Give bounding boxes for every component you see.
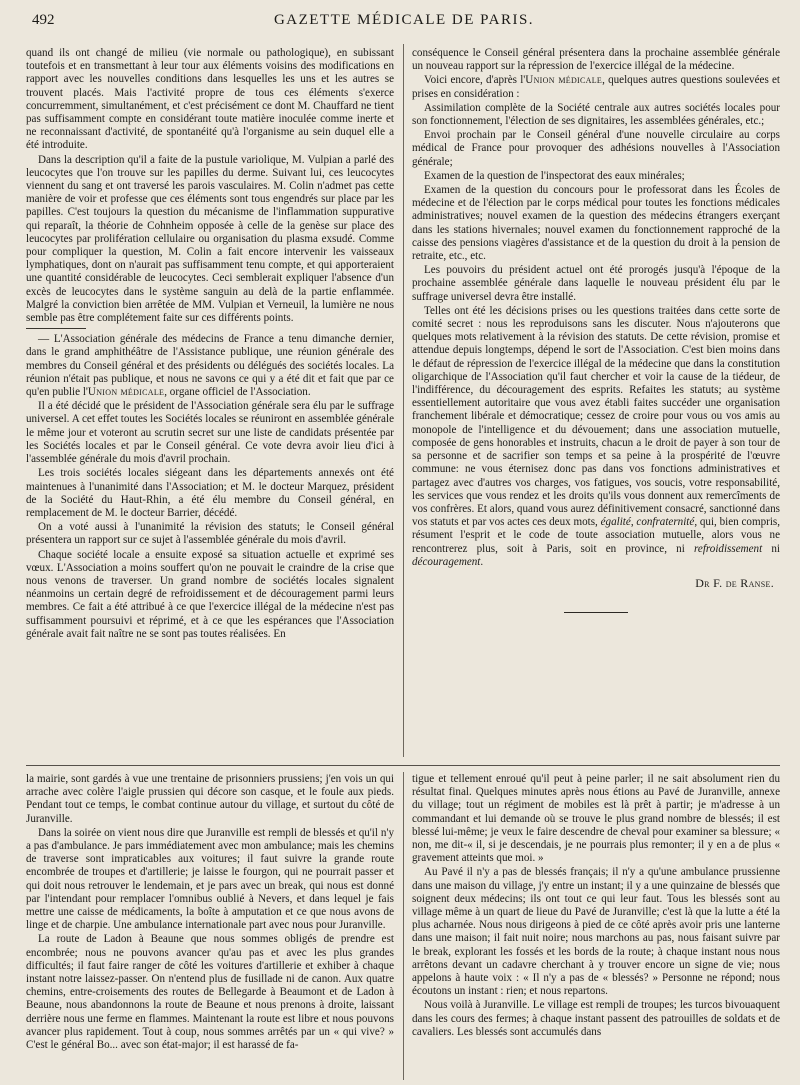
running-title: GAZETTE MÉDICALE DE PARIS.: [273, 12, 535, 28]
paragraph: Au Pavé il n'y a pas de blessés français; il n'y a qu'une ambulance prussienne dans une maison du village, j'y entre un instant; il y a une quinzaine de blessés que soignent deux médecins; ils ont tout ce qui leur faut. Tous les blessés sont au village même à un quart de lieue du Pavé de Juranville; c'est là que la lutte a été la plus acharnée. Nous nous dirigeons à pied de ce côté après avoir pris une lanterne dans une maison; il fait nuit noire; nous marchons au pas, nous faisant suivre par le break, explorant les fossés et les bords de la route; à chaque instant nous nous arrêtons devant un cadavre cherchant à y trouver encore un signe de vie; nous appelons à haute voix : « Il n'y a pas de « blessés? » Personne ne répond; nous écoutons un instant : rien; et nous repartons.: [412, 866, 780, 998]
text-run: Telles ont été les décisions prises ou les questions traitées dans cette sorte de comité secret : nous les reproduisons sans les discuter. Nous n'ajouterons que quelques mots relativement à la révision des statuts. De cette révision, promise et attendue depuis longtemps, dépend le sort de l'Association. C'est bien moins dans le défaut de répression de l'exercice illégal de la médecine que dans la constitution oligarchique de l'Association qu'il faut chercher et voir la cause de la tiédeur, de l'indifférence, du découragement des esprits. Refaites les statuts; au système essentiellement autoritaire que vous avez établi faites succéder une organisation franchement libérale et démocratique; cessez de croire pour vous ou vos amis au monopole de l'intelligence et du dévouement; dans une association mutuelle, composée de gens honorables et instruits, chacun a le droit de payer à son tour de sa personne et de sacrifier son temps et sa peine à la prospérité de l'œuvre commune: ne vous éternisez donc pas dans vos fonctions administratives et partagez avec d'autres vos charges, vos fatigues, vos soucis, votre responsabilité, les services que vous rendez et les droits qu'ils vous donnent aux remercîments de vos confrères. Et alors, quand vous aurez définitivement consacré, sanctionné dans vos statuts et par vos actes ces deux mots,: [412, 304, 780, 529]
paragraph: Les trois sociétés locales siégeant dans les départements annexés ont été maintenues à l'unanimité dans l'Association; et M. le docteur Marquez, président de la Société du Haut-Rhin, a été élu membre du Conseil général, en remplacement de M. le docteur Barrier, décédé.: [26, 467, 394, 519]
page-number: 492: [32, 12, 55, 28]
paragraph: Assimilation complète de la Société centrale aux autres sociétés locales pour son fonctionnement, l'élection de ses dignitaires, les assemblées générales, etc.;: [412, 101, 780, 128]
journal-name: Union médicale: [87, 386, 165, 399]
section-divider: [26, 765, 780, 766]
text-run: , qui, bien compris, résument l'esprit et le code de toute association mutuelle, alors vous ne rencontrerez plus, soit à Paris, soit en province, ni: [412, 516, 780, 555]
paragraph: Nous voilà à Juranville. Le village est rempli de troupes; les turcos bivouaquent dans les cours des fermes; à chaque instant passent des patrouilles de soldats et de cavaliers. Les blessés sont accumulés dans: [412, 999, 780, 1038]
left-column: [26, 47, 394, 757]
page-header: [28, 6, 780, 32]
text-run: , quelques autres questions soulevées et prises en considération :: [412, 74, 780, 100]
paragraph: Les pouvoirs du président actuel ont été prorogés jusqu'à l'époque de la prochaine assemblée générale dans laquelle le nouveau président élu par le suffrage universel devra être installé.: [412, 264, 780, 303]
text-run: — L'Association générale des médecins de France a tenu dimanche dernier, dans le grand amphithéâtre de l'Assistance publique, une réunion générale des membres du Conseil général et des présidents ou délégués des sociétés locales. La réunion n'était pas publique, et nous ne savons ce qui y a été dit et fait que par ce qu'en publie l': [26, 333, 394, 399]
italic-term: confraternité: [636, 516, 695, 529]
column-divider: [403, 44, 404, 757]
text-run: , organe officiel de l'Association.: [164, 386, 311, 399]
paragraph: Il a été décidé que le président de l'Association générale sera élu par le suffrage universel. A cet effet toutes les Sociétés locales se réuniront en assemblée générale le même jour et voteront au scrutin secret sur une liste de candidats présentée par les Sociétés locales et par le Conseil général. Ce vote devra avoir lieu d'ici à l'assemblée générale du mois d'avril prochain.: [26, 400, 394, 466]
text-run: .: [480, 555, 484, 568]
paragraph: tigue et tellement enroué qu'il peut à peine parler; il ne sait absolument rien du résultat final. Quelques minutes après nous étions au Pavé de Juranville, annexe du village; tout un régiment de mobiles est là prêt à partir; je m'adresse à un commandant et lui demande où se trouve le plus grand nombre de blessés; il est blessé lui-même; je veux le faire descendre de cheval pour examiner sa blessure; « non, me dit-« il, si je descendais, je ne pourrais plus remonter; il y en a de plus « gravement atteints que moi. »: [412, 773, 780, 865]
paragraph: quand ils ont changé de milieu (vie normale ou pathologique), en subissant toutefois et en transmettant à leur tour aux éléments voisins des modifications en rapport avec les nouvelles conditions dans lesquelles les uns et les autres se trouvent placés. Mais l'activité propre de tous ces éléments s'exerce concurremment, simultanément, et c'est précisément ce dont M. Chauffard ne tient pas suffisamment compte en considérant toute matière inoculée comme inerte et ne reconnaissant d'activité, de spontanéité qu'à l'organisme au sein duquel elle a été introduite.: [26, 47, 394, 152]
italic-term: découragement: [412, 555, 481, 568]
paragraph: conséquence le Conseil général présentera dans la prochaine assemblée générale un nouveau rapport sur la répression de l'exercice illégal de la médecine.: [412, 47, 780, 73]
italic-term: refroidissement: [693, 542, 763, 555]
paragraph: La route de Ladon à Beaune que nous sommes obligés de prendre est encombrée; nous ne pouvons avancer qu'au pas et avec les plus grandes difficultés; il faut faire ranger de côté les voitures d'artillerie et exhiber à chaque instant notre laissez-passer. On n'entend plus de fusillade ni de canon. Aux quatre chemins, entre-croisements des routes de Bellegarde à Beaumont et de Ladon à Beaune, nous abandonnons la route de Beaune et nous prenons à droite, laissant derrière nous une ferme en flammes. Maintenant la route est libre et nous pouvons avancer plus rapidement. Tout à coup, nous sommes arrêtés par un « qui vive? » C'est le général Bo... avec son état-major; il est harassé de fa-: [26, 933, 394, 1052]
paragraph: [26, 333, 394, 399]
author-signature: Dr F. de Ranse.: [695, 575, 774, 590]
paragraph: Envoi prochain par le Conseil général d'une nouvelle circulaire au corps médical de France pour provoquer des adhésions nouvelles à l'Association générale;: [412, 129, 780, 168]
paragraph: Examen de la question de l'inspectorat des eaux minérales;: [424, 169, 685, 182]
feuilleton-right-column: [412, 773, 780, 1079]
column-divider-lower: [403, 772, 404, 1080]
text-run: ni: [762, 542, 780, 555]
paragraph: la mairie, sont gardés à vue une trentaine de prisonniers prussiens; j'en vois un qui arrache avec colère l'aigle prussien qui décore son casque, et le foule aux pieds. Pendant tout ce temps, le combat continue autour du village, et surtout du côté de Juranville.: [26, 773, 394, 825]
journal-name: Union médicale: [525, 74, 603, 87]
paragraph: Dans la soirée on vient nous dire que Juranville est rempli de blessés et qu'il n'y a pas d'ambulance. Je pars immédiatement avec mon ambulance; mais les chemins de traverse sont impraticables aux voitures; il faut suivre la grande route encombrée de troupes et d'artillerie; je laisse le fourgon, qui ne pourrait passer et qui doit nous retrouver le lendemain, et je pars avec un break, qui nous est donné par l'intendant pour remplacer l'omnibus oublié à Nevers, et dans lequel je fais mettre une caisse de médicaments, la boîte à amputation et ce que nous avons de linge et de charpie. Une ambulance internationale part avec nous pour Juranville.: [26, 826, 394, 932]
paragraph: Chaque société locale a ensuite exposé sa situation actuelle et exprimé ses vœux. L'Association a moins souffert qu'on ne pouvait le craindre de la crise que nous venons de traverser. Un grand nombre de sociétés locales signalent néanmoins un certain degré de refroidissement et de découragement parmi leurs membres. Ce fait a été attribué à ce que l'exercice illégal de la médecine n'est pas suffisamment poursuivi et réprimé, et à ce que les espérances que l'Association générale avait fait naître ne se sont pas toutes réalisées. En: [26, 548, 394, 640]
feuilleton-left-column: [26, 773, 394, 1079]
text-run: ,: [630, 516, 637, 529]
paragraph: [412, 74, 780, 100]
paragraph: On a voté aussi à l'unanimité la révision des statuts; le Conseil général présentera un rapport sur ce sujet à l'assemblée générale du mois d'avril.: [26, 521, 394, 547]
text-run: Voici encore, d'après l': [424, 74, 526, 87]
paragraph: [412, 305, 780, 569]
paragraph: Dans la description qu'il a faite de la pustule variolique, M. Vulpian a parlé des leucocytes que l'on trouve sur les papilles du derme. Suivant lui, ces leucocytes viennent du sang et ont traversé les parois vasculaires. M. Colin n'admet pas cette manière de voir et professe que ces éléments sont tous engendrés sur place par les papilles. C'est toujours la question du mécanisme de l'inflammation suppurative qui reparaît, la théorie de Cohnheim opposée à celle de la genèse sur place des leucocytes par prolifération cellulaire ou organisation du plasma exsudé. Comme pour compliquer la question, M. Colin a fait encore intervenir les vaisseaux lymphatiques, dont on n'aurait pas suffisamment tenu compte, et qui apporteraient une quantité considérable de leucocytes. Ceci semblerait expliquer l'absence d'un excès de leucocytes dans le système sanguin au delà de la partie enflammée. Malgré la conviction bien arrêtée de MM. Vulpian et Verneuil, la lumière ne nous semble pas être complétement faite sur ces différents points.: [26, 153, 394, 325]
section-rule: [26, 328, 86, 329]
italic-term: égalité: [600, 516, 631, 529]
article-end-rule: [564, 612, 628, 613]
paragraph: Examen de la question du concours pour le professorat dans les Écoles de médecine et de l'élection par le corps médical pour toutes les fonctions médicales administratives; nouvel examen de la question des médecins étrangers exerçant dans les stations hivernales; nouvel examen du fonctionnement rapproché de la caisse des pensions viagères d'assistance et de la question du droit à la pension de retraite, etc., etc.: [412, 184, 780, 263]
right-column: [412, 47, 780, 757]
